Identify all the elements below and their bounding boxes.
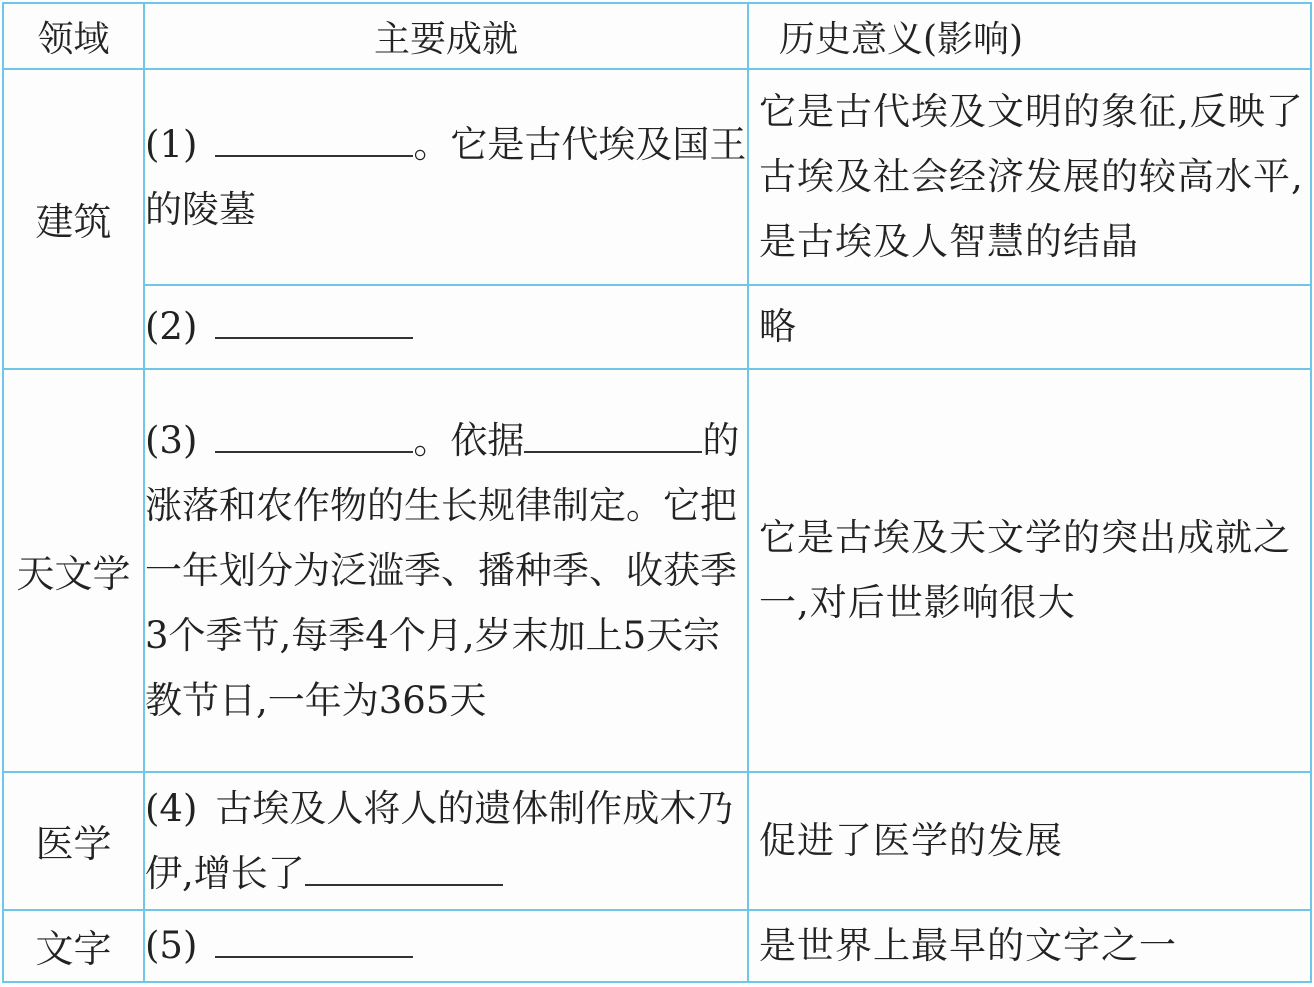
table-row-architecture-2: [3, 285, 1311, 369]
answer-blank-1[interactable]: [215, 115, 413, 157]
answer-blank-4[interactable]: [305, 844, 503, 886]
domain-medicine: 医学: [3, 772, 144, 910]
domain-architecture: 建筑: [3, 69, 144, 369]
significance-cell-3: 它是古埃及天文学的突出成就之一,对后世影响很大: [748, 369, 1311, 772]
significance-cell-1: 它是古代埃及文明的象征,反映了古埃及社会经济发展的较高水平,是古埃及人智慧的结晶: [748, 69, 1311, 284]
item-number: (1): [145, 122, 198, 166]
significance-cell-2: 略: [748, 285, 1311, 369]
answer-blank-2[interactable]: [215, 297, 413, 339]
achievement-text: 古埃及人将人的遗体制作成木乃伊,增长了: [145, 786, 734, 895]
achievement-text: 。它是古代埃及国王的陵墓: [145, 122, 747, 231]
achievement-cell-5: [144, 910, 748, 982]
answer-blank-3b[interactable]: [524, 411, 702, 453]
domain-writing: 文字: [3, 910, 144, 982]
achievement-cell-1: [144, 69, 748, 284]
header-significance: 历史意义(影响): [748, 3, 1311, 69]
item-number: (4): [145, 786, 198, 830]
answer-blank-3[interactable]: [215, 411, 413, 453]
table-row-astronomy: [3, 369, 1311, 772]
achievement-text-mid: 。依据: [413, 418, 525, 462]
item-number: (3): [145, 418, 198, 462]
significance-cell-5: 是世界上最早的文字之一: [748, 910, 1311, 982]
table-row-medicine: [3, 772, 1311, 910]
achievement-cell-4: [144, 772, 748, 910]
answer-blank-5[interactable]: [215, 916, 413, 958]
achievement-cell-3: [144, 369, 748, 772]
achievements-table: [2, 2, 1312, 983]
header-row: [3, 3, 1311, 69]
table-row-writing: [3, 910, 1311, 982]
domain-astronomy: 天文学: [3, 369, 144, 772]
achievement-text: 的涨落和农作物的生长规律制定。它把一年划分为泛滥季、播种季、收获季3个季节,每季4个月,岁末加上5天宗教节日,一年为365天: [145, 418, 740, 722]
header-domain: 领域: [3, 3, 144, 69]
significance-cell-4: 促进了医学的发展: [748, 772, 1311, 910]
item-number: (2): [145, 305, 198, 349]
table-row-architecture-1: [3, 69, 1311, 284]
achievement-cell-2: [144, 285, 748, 369]
header-achievement: 主要成就: [144, 3, 748, 69]
item-number: (5): [145, 924, 198, 968]
